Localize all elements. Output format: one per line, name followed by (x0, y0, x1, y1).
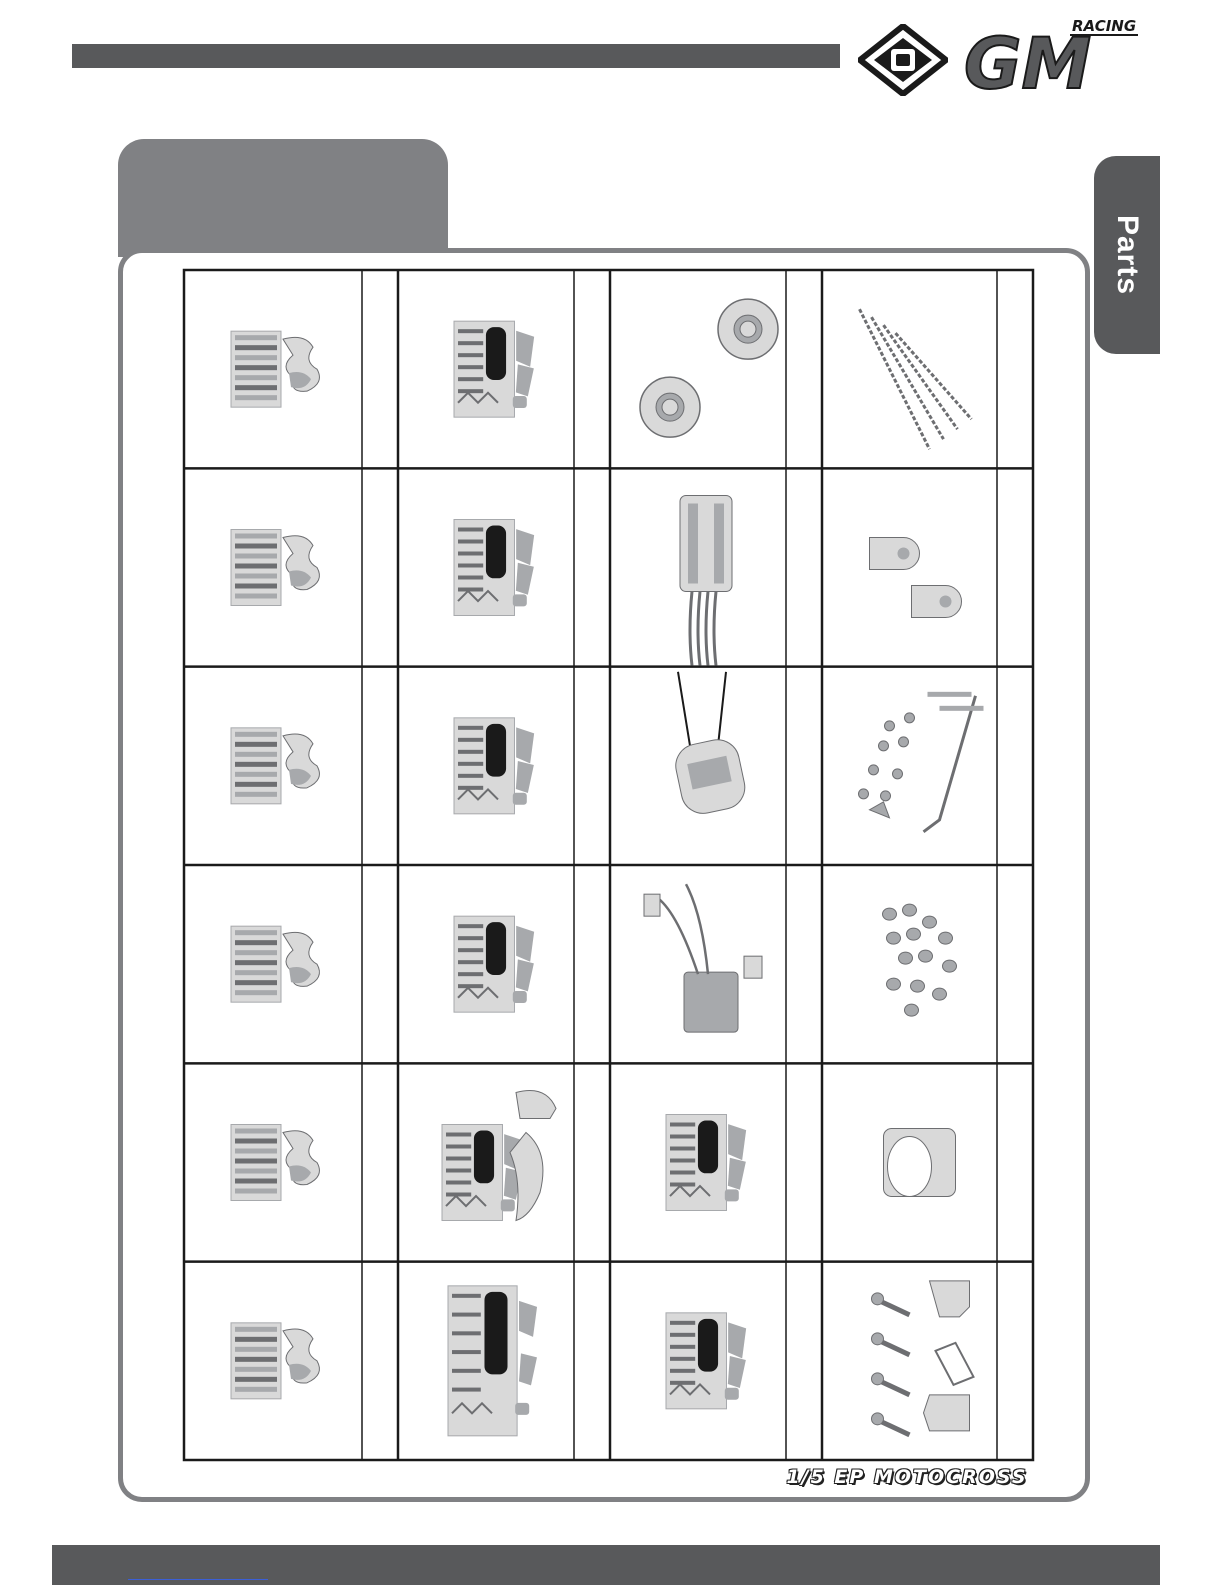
footer-link-underline (128, 1579, 268, 1580)
sticker-sheet-dark-icon (666, 1115, 746, 1211)
sticker-sheet-dark-icon (454, 520, 534, 616)
sticker-sheet-large-icon (448, 1286, 537, 1436)
sticker-sheet-dark-icon (454, 321, 534, 417)
sticker-sheet-dark-icon (454, 916, 534, 1012)
rubber-mounts-icon (870, 538, 962, 618)
sticker-sheet-body-icon (442, 1091, 556, 1221)
sticker-sheet-small-icon (231, 926, 319, 1002)
sticker-sheet-dark-icon (666, 1313, 746, 1409)
sticker-sheet-dark-icon (454, 718, 534, 814)
small-bushings-icon (883, 904, 957, 1016)
gm-logo-letters: GM (964, 23, 1092, 94)
sticker-sheet-small-icon (231, 728, 319, 804)
linkage-kit-icon (859, 692, 984, 832)
sticker-sheet-small-icon (231, 530, 319, 606)
section-side-tab-label: Parts (1111, 214, 1144, 296)
sticker-sheet-small-icon (231, 1323, 319, 1399)
sticker-sheet-small-icon (231, 331, 319, 407)
brushless-motor-icon (680, 496, 732, 666)
spacer-sleeve-icon (884, 1129, 956, 1197)
skid-plate-set-icon (872, 1281, 974, 1435)
speed-controller-icon (644, 884, 762, 1032)
brake-discs-icon (640, 299, 778, 437)
racing-wordmark: RACING (1072, 17, 1137, 35)
sticker-sheet-small-icon (231, 1125, 319, 1201)
model-wordmark (782, 1466, 1032, 1488)
threaded-rods-icon (860, 309, 972, 449)
540-motor-icon (672, 672, 749, 818)
model-wordmark-text: 1/5 EP MOTOCROSS (786, 1466, 1028, 1488)
